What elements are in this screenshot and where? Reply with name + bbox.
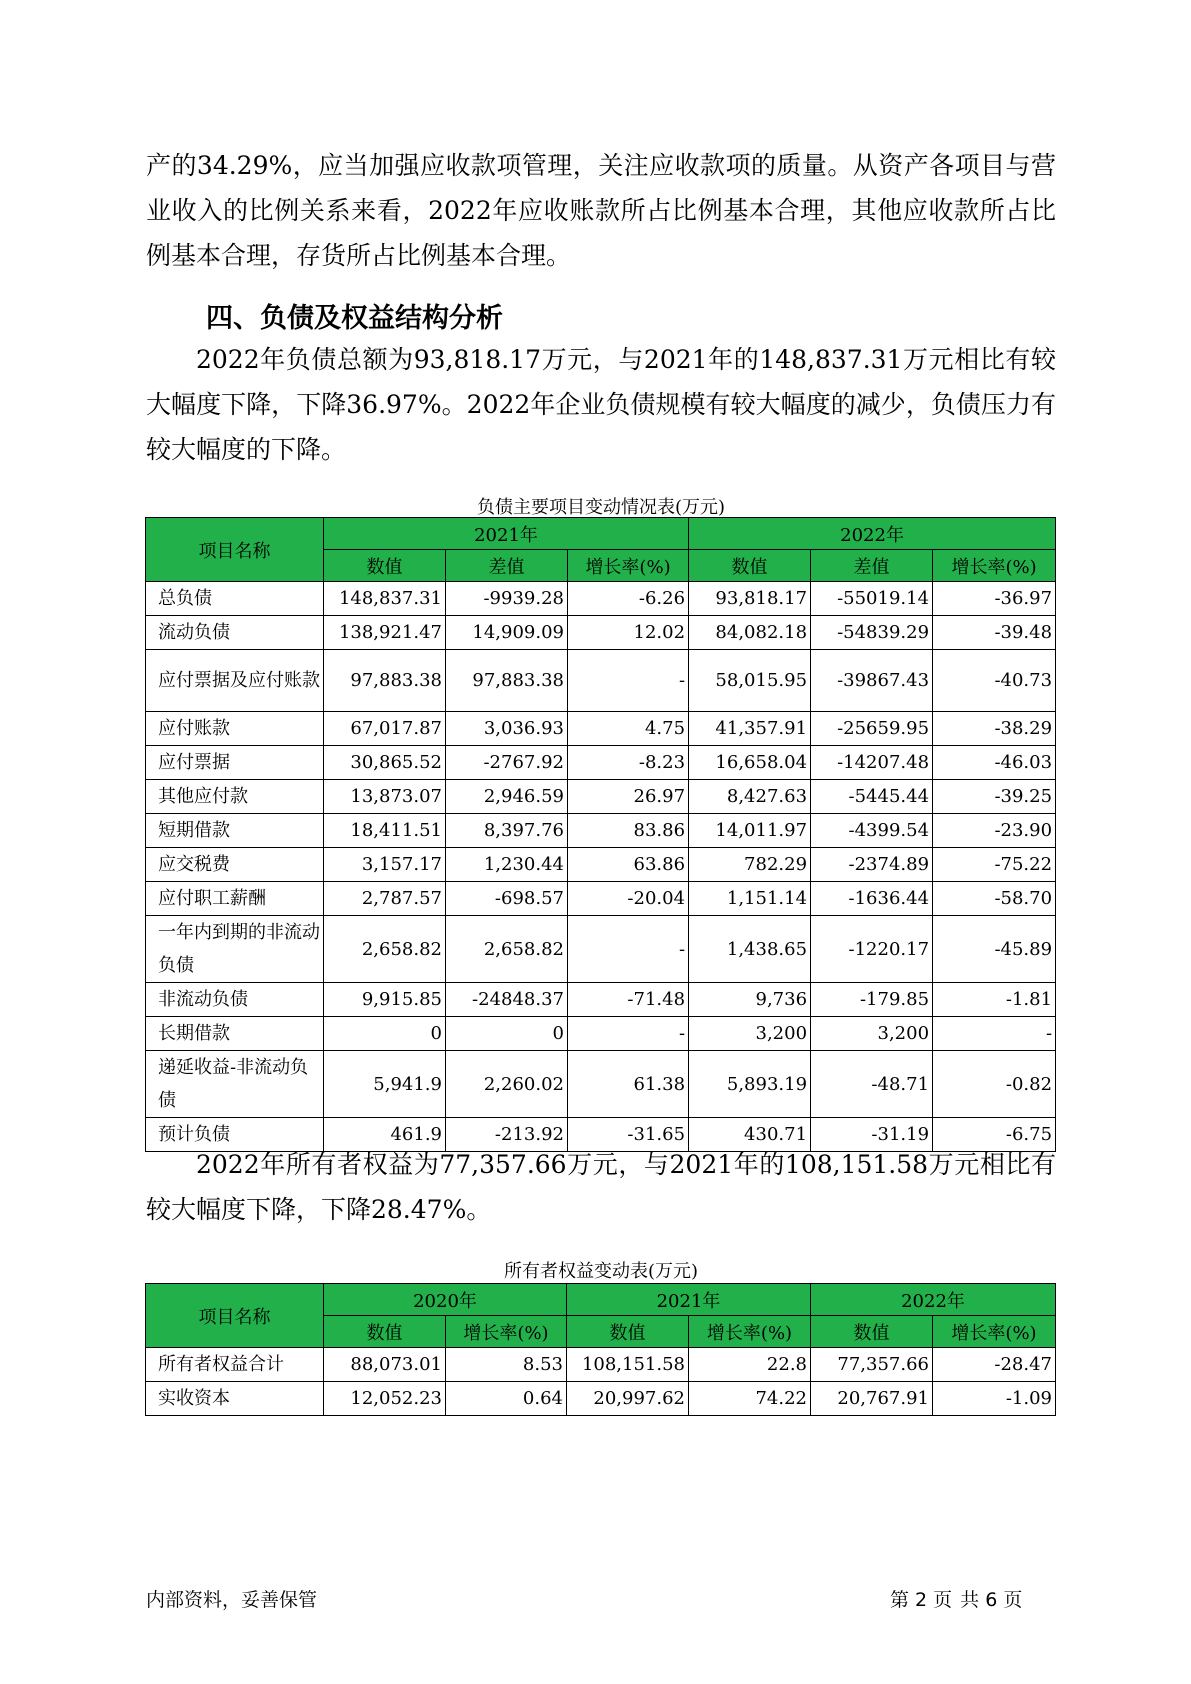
subheader-growth: 增长率(%) bbox=[933, 1316, 1056, 1348]
value-cell: 74.22 bbox=[689, 1382, 811, 1416]
value-cell: - bbox=[568, 1017, 689, 1051]
value-cell: -1220.17 bbox=[811, 916, 933, 983]
value-cell: -31.65 bbox=[568, 1118, 689, 1152]
value-cell: -55019.14 bbox=[811, 582, 933, 616]
paragraph-receivables: 产的34.29%，应当加强应收款项管理，关注应收款项的质量。从资产各项目与营业收入的比例关系来看，2022年应收账款所占比例基本合理，其他应收款所占比例基本合理，存货所占比例基本合理。 bbox=[146, 151, 1056, 270]
value-cell: -4399.54 bbox=[811, 814, 933, 848]
value-cell: - bbox=[568, 650, 689, 712]
subheader-value: 数值 bbox=[689, 550, 811, 582]
header-year-2022: 2022年 bbox=[689, 518, 1056, 550]
value-cell: -38.29 bbox=[933, 712, 1056, 746]
value-cell: 782.29 bbox=[689, 848, 811, 882]
value-cell: -48.71 bbox=[811, 1051, 933, 1118]
value-cell: 5,941.9 bbox=[324, 1051, 446, 1118]
row-label-cell: 所有者权益合计 bbox=[146, 1348, 324, 1382]
value-cell: - bbox=[568, 916, 689, 983]
value-cell: -698.57 bbox=[446, 882, 568, 916]
value-cell: -39.25 bbox=[933, 780, 1056, 814]
value-cell: 41,357.91 bbox=[689, 712, 811, 746]
value-cell: -46.03 bbox=[933, 746, 1056, 780]
row-label-cell: 应付票据 bbox=[146, 746, 324, 780]
value-cell: 3,200 bbox=[689, 1017, 811, 1051]
value-cell: 8.53 bbox=[446, 1348, 567, 1382]
value-cell: 2,946.59 bbox=[446, 780, 568, 814]
table-row bbox=[146, 1382, 1056, 1416]
value-cell: -58.70 bbox=[933, 882, 1056, 916]
value-cell: 16,658.04 bbox=[689, 746, 811, 780]
row-label-cell: 其他应付款 bbox=[146, 780, 324, 814]
value-cell: -39.48 bbox=[933, 616, 1056, 650]
table-row bbox=[146, 746, 1056, 780]
value-cell: 8,397.76 bbox=[446, 814, 568, 848]
value-cell: 3,157.17 bbox=[324, 848, 446, 882]
value-cell: 108,151.58 bbox=[567, 1348, 689, 1382]
header-item-name: 项目名称 bbox=[146, 1284, 324, 1348]
table-row bbox=[146, 780, 1056, 814]
value-cell: 14,909.09 bbox=[446, 616, 568, 650]
subheader-value: 数值 bbox=[324, 550, 446, 582]
table-row bbox=[146, 1017, 1056, 1051]
value-cell: -1.09 bbox=[933, 1382, 1056, 1416]
value-cell: -14207.48 bbox=[811, 746, 933, 780]
value-cell: 83.86 bbox=[568, 814, 689, 848]
value-cell: 1,151.14 bbox=[689, 882, 811, 916]
row-label-cell: 应付票据及应付账款 bbox=[146, 650, 324, 712]
value-cell: -1636.44 bbox=[811, 882, 933, 916]
value-cell: 20,997.62 bbox=[567, 1382, 689, 1416]
value-cell: 8,427.63 bbox=[689, 780, 811, 814]
row-label-cell: 应交税费 bbox=[146, 848, 324, 882]
value-cell: 14,011.97 bbox=[689, 814, 811, 848]
table-row bbox=[146, 814, 1056, 848]
header-year-2022: 2022年 bbox=[811, 1284, 1056, 1316]
value-cell: 1,230.44 bbox=[446, 848, 568, 882]
subheader-growth: 增长率(%) bbox=[568, 550, 689, 582]
value-cell: 461.9 bbox=[324, 1118, 446, 1152]
value-cell: 97,883.38 bbox=[446, 650, 568, 712]
row-label-cell: 流动负债 bbox=[146, 616, 324, 650]
table-row bbox=[146, 1051, 1056, 1118]
value-cell: -54839.29 bbox=[811, 616, 933, 650]
footer-page-number bbox=[890, 1585, 1030, 1612]
row-label-cell: 实收资本 bbox=[146, 1382, 324, 1416]
value-cell: 93,818.17 bbox=[689, 582, 811, 616]
value-cell: 2,658.82 bbox=[324, 916, 446, 983]
table-row bbox=[146, 882, 1056, 916]
value-cell: 3,200 bbox=[811, 1017, 933, 1051]
value-cell: 138,921.47 bbox=[324, 616, 446, 650]
value-cell: 58,015.95 bbox=[689, 650, 811, 712]
value-cell: 5,893.19 bbox=[689, 1051, 811, 1118]
subheader-value: 数值 bbox=[567, 1316, 689, 1348]
value-cell: 67,017.87 bbox=[324, 712, 446, 746]
value-cell: 148,837.31 bbox=[324, 582, 446, 616]
value-cell: 77,357.66 bbox=[811, 1348, 933, 1382]
value-cell: -1.81 bbox=[933, 983, 1056, 1017]
section-heading: 四、负债及权益结构分析 bbox=[206, 303, 503, 334]
value-cell: 9,736 bbox=[689, 983, 811, 1017]
value-cell: -28.47 bbox=[933, 1348, 1056, 1382]
row-label-cell: 非流动负债 bbox=[146, 983, 324, 1017]
value-cell: -9939.28 bbox=[446, 582, 568, 616]
value-cell: -45.89 bbox=[933, 916, 1056, 983]
row-label-cell: 应付职工薪酬 bbox=[146, 882, 324, 916]
value-cell: -39867.43 bbox=[811, 650, 933, 712]
table-row bbox=[146, 916, 1056, 983]
row-label-cell: 递延收益-非流动负债 bbox=[146, 1051, 324, 1118]
equity-table bbox=[145, 1283, 1056, 1416]
value-cell: -2767.92 bbox=[446, 746, 568, 780]
subheader-growth: 增长率(%) bbox=[446, 1316, 567, 1348]
row-label-cell: 一年内到期的非流动负债 bbox=[146, 916, 324, 983]
equity-table-caption: 所有者权益变动表(万元) bbox=[503, 1261, 699, 1282]
value-cell: 61.38 bbox=[568, 1051, 689, 1118]
table-row bbox=[146, 582, 1056, 616]
value-cell: 63.86 bbox=[568, 848, 689, 882]
value-cell: -75.22 bbox=[933, 848, 1056, 882]
subheader-value: 数值 bbox=[324, 1316, 446, 1348]
value-cell: 3,036.93 bbox=[446, 712, 568, 746]
paragraph-equity: 2022年所有者权益为77,357.66万元，与2021年的108,151.58万元相比有较大幅度下降，下降28.47%。 bbox=[146, 1150, 1056, 1224]
value-cell: 2,787.57 bbox=[324, 882, 446, 916]
footer-confidential-note: 内部资料，妥善保管 bbox=[146, 1589, 318, 1611]
paragraph-debt: 2022年负债总额为93,818.17万元，与2021年的148,837.31万元相比有较大幅度下降，下降36.97%。2022年企业负债规模有较大幅度的减少，负债压力有较大幅度的下降。 bbox=[146, 345, 1056, 464]
value-cell: -179.85 bbox=[811, 983, 933, 1017]
value-cell: 12,052.23 bbox=[324, 1382, 446, 1416]
value-cell: - bbox=[933, 1017, 1056, 1051]
value-cell: 1,438.65 bbox=[689, 916, 811, 983]
subheader-value: 数值 bbox=[811, 1316, 933, 1348]
value-cell: -213.92 bbox=[446, 1118, 568, 1152]
subheader-growth: 增长率(%) bbox=[933, 550, 1056, 582]
table-row bbox=[146, 848, 1056, 882]
value-cell: 430.71 bbox=[689, 1118, 811, 1152]
value-cell: 18,411.51 bbox=[324, 814, 446, 848]
value-cell: 12.02 bbox=[568, 616, 689, 650]
value-cell: -71.48 bbox=[568, 983, 689, 1017]
value-cell: 0 bbox=[324, 1017, 446, 1051]
row-label-cell: 应付账款 bbox=[146, 712, 324, 746]
subheader-diff: 差值 bbox=[811, 550, 933, 582]
debt-table bbox=[145, 517, 1056, 1152]
table-row bbox=[146, 983, 1056, 1017]
header-year-2020: 2020年 bbox=[324, 1284, 567, 1316]
table-row bbox=[146, 616, 1056, 650]
subheader-growth: 增长率(%) bbox=[689, 1316, 811, 1348]
row-label-cell: 总负债 bbox=[146, 582, 324, 616]
value-cell: -31.19 bbox=[811, 1118, 933, 1152]
value-cell: -6.75 bbox=[933, 1118, 1056, 1152]
value-cell: 20,767.91 bbox=[811, 1382, 933, 1416]
header-year-2021: 2021年 bbox=[324, 518, 689, 550]
header-item-name: 项目名称 bbox=[146, 518, 324, 582]
row-label-cell: 长期借款 bbox=[146, 1017, 324, 1051]
page-total: 共 6 页 bbox=[960, 1589, 1023, 1611]
value-cell: 13,873.07 bbox=[324, 780, 446, 814]
value-cell: -25659.95 bbox=[811, 712, 933, 746]
value-cell: 9,915.85 bbox=[324, 983, 446, 1017]
value-cell: 0 bbox=[446, 1017, 568, 1051]
value-cell: -8.23 bbox=[568, 746, 689, 780]
value-cell: -23.90 bbox=[933, 814, 1056, 848]
value-cell: -36.97 bbox=[933, 582, 1056, 616]
value-cell: 4.75 bbox=[568, 712, 689, 746]
value-cell: -6.26 bbox=[568, 582, 689, 616]
value-cell: 84,082.18 bbox=[689, 616, 811, 650]
row-label-cell: 短期借款 bbox=[146, 814, 324, 848]
value-cell: 22.8 bbox=[689, 1348, 811, 1382]
value-cell: -24848.37 bbox=[446, 983, 568, 1017]
table-row bbox=[146, 1348, 1056, 1382]
value-cell: -0.82 bbox=[933, 1051, 1056, 1118]
value-cell: 26.97 bbox=[568, 780, 689, 814]
row-label-cell: 预计负债 bbox=[146, 1118, 324, 1152]
value-cell: 2,658.82 bbox=[446, 916, 568, 983]
value-cell: 97,883.38 bbox=[324, 650, 446, 712]
page-current: 第 2 页 bbox=[890, 1589, 953, 1611]
value-cell: -40.73 bbox=[933, 650, 1056, 712]
value-cell: -5445.44 bbox=[811, 780, 933, 814]
value-cell: 88,073.01 bbox=[324, 1348, 446, 1382]
value-cell: 2,260.02 bbox=[446, 1051, 568, 1118]
value-cell: 30,865.52 bbox=[324, 746, 446, 780]
header-year-2021: 2021年 bbox=[567, 1284, 811, 1316]
table-row bbox=[146, 650, 1056, 712]
value-cell: -20.04 bbox=[568, 882, 689, 916]
value-cell: -2374.89 bbox=[811, 848, 933, 882]
debt-table-caption: 负债主要项目变动情况表(万元) bbox=[476, 497, 726, 518]
subheader-diff: 差值 bbox=[446, 550, 568, 582]
table-row bbox=[146, 712, 1056, 746]
value-cell: 0.64 bbox=[446, 1382, 567, 1416]
